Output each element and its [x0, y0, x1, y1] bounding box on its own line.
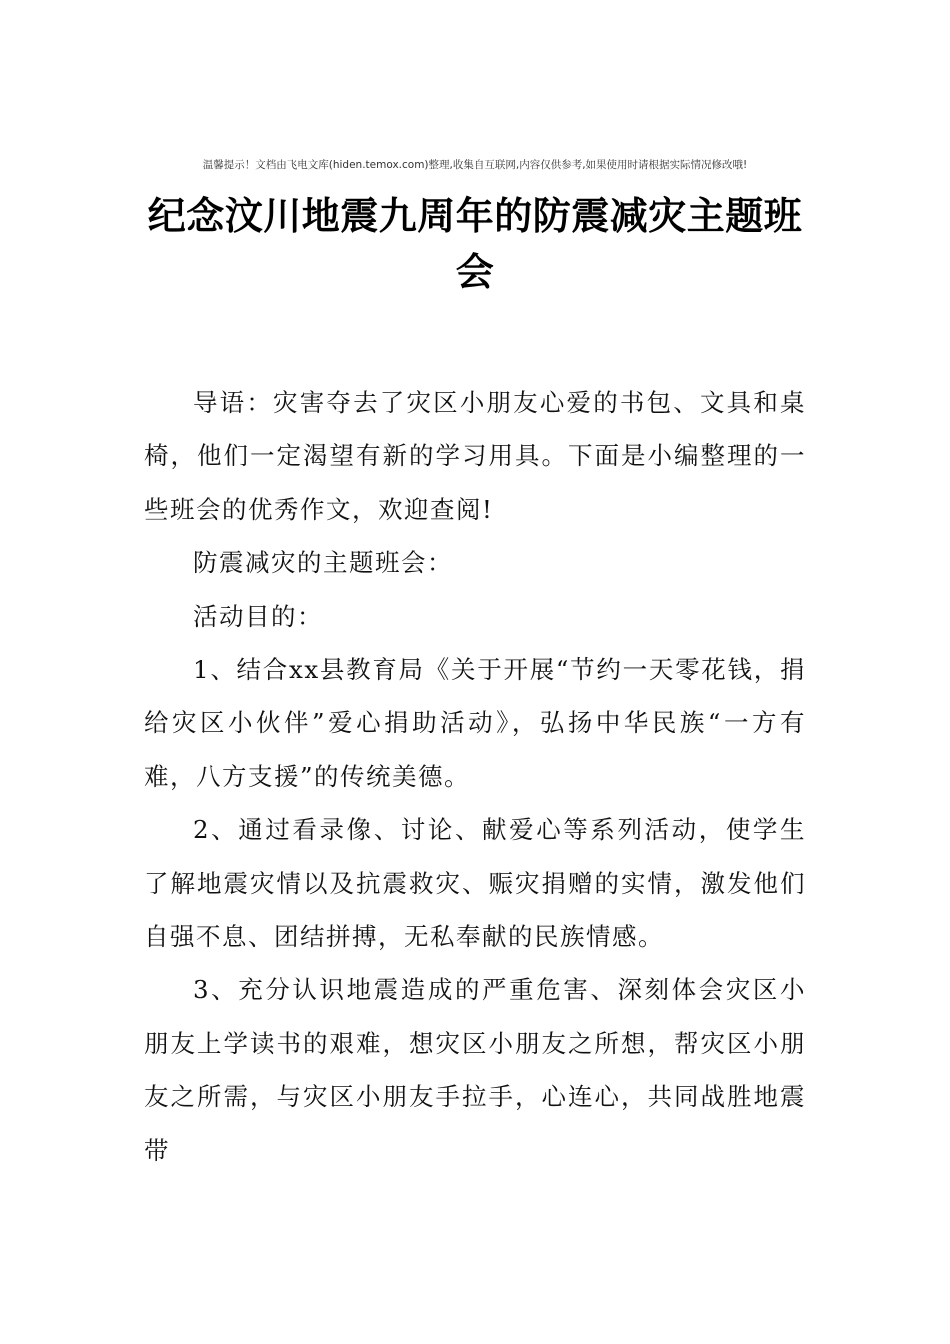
paragraph-item-2: 2、通过看录像、讨论、献爱心等系列活动，使学生了解地震灾情以及抗震救灾、赈灾捐赠的实情，激发他们自强不息、团结拼搏，无私奉献的民族情感。	[144, 815, 806, 952]
paragraph-item-1: 1、结合xx县教育局《关于开展“节约一天零花钱，捐给灾区小伙伴”爱心捐助活动》，弘扬中华民族“一方有难，八方支援”的传统美德。	[144, 655, 806, 791]
document-body	[144, 376, 806, 1177]
paragraph-intro: 导语：灾害夺去了灾区小朋友心爱的书包、文具和桌椅，他们一定渴望有新的学习用具。下面是小编整理的一些班会的优秀作文，欢迎查阅!	[144, 388, 806, 524]
header-notice: 温馨提示！文档由飞电文库(hiden.temox.com)整理,收集自互联网,内容仅供参考,如果使用时请根据实际情况修改哦!	[202, 159, 748, 171]
document-title: 纪念汶川地震九周年的防震减灾主题班会	[147, 194, 803, 294]
paragraph-item-3: 3、充分认识地震造成的严重危害、深刻体会灾区小朋友上学读书的艰难，想灾区小朋友之所想，帮灾区小朋友之所需，与灾区小朋友手拉手，心连心，共同战胜地震带	[144, 975, 806, 1165]
paragraph-section-heading: 防震减灾的主题班会：	[193, 548, 453, 578]
paragraph-purpose-heading: 活动目的：	[193, 601, 323, 631]
